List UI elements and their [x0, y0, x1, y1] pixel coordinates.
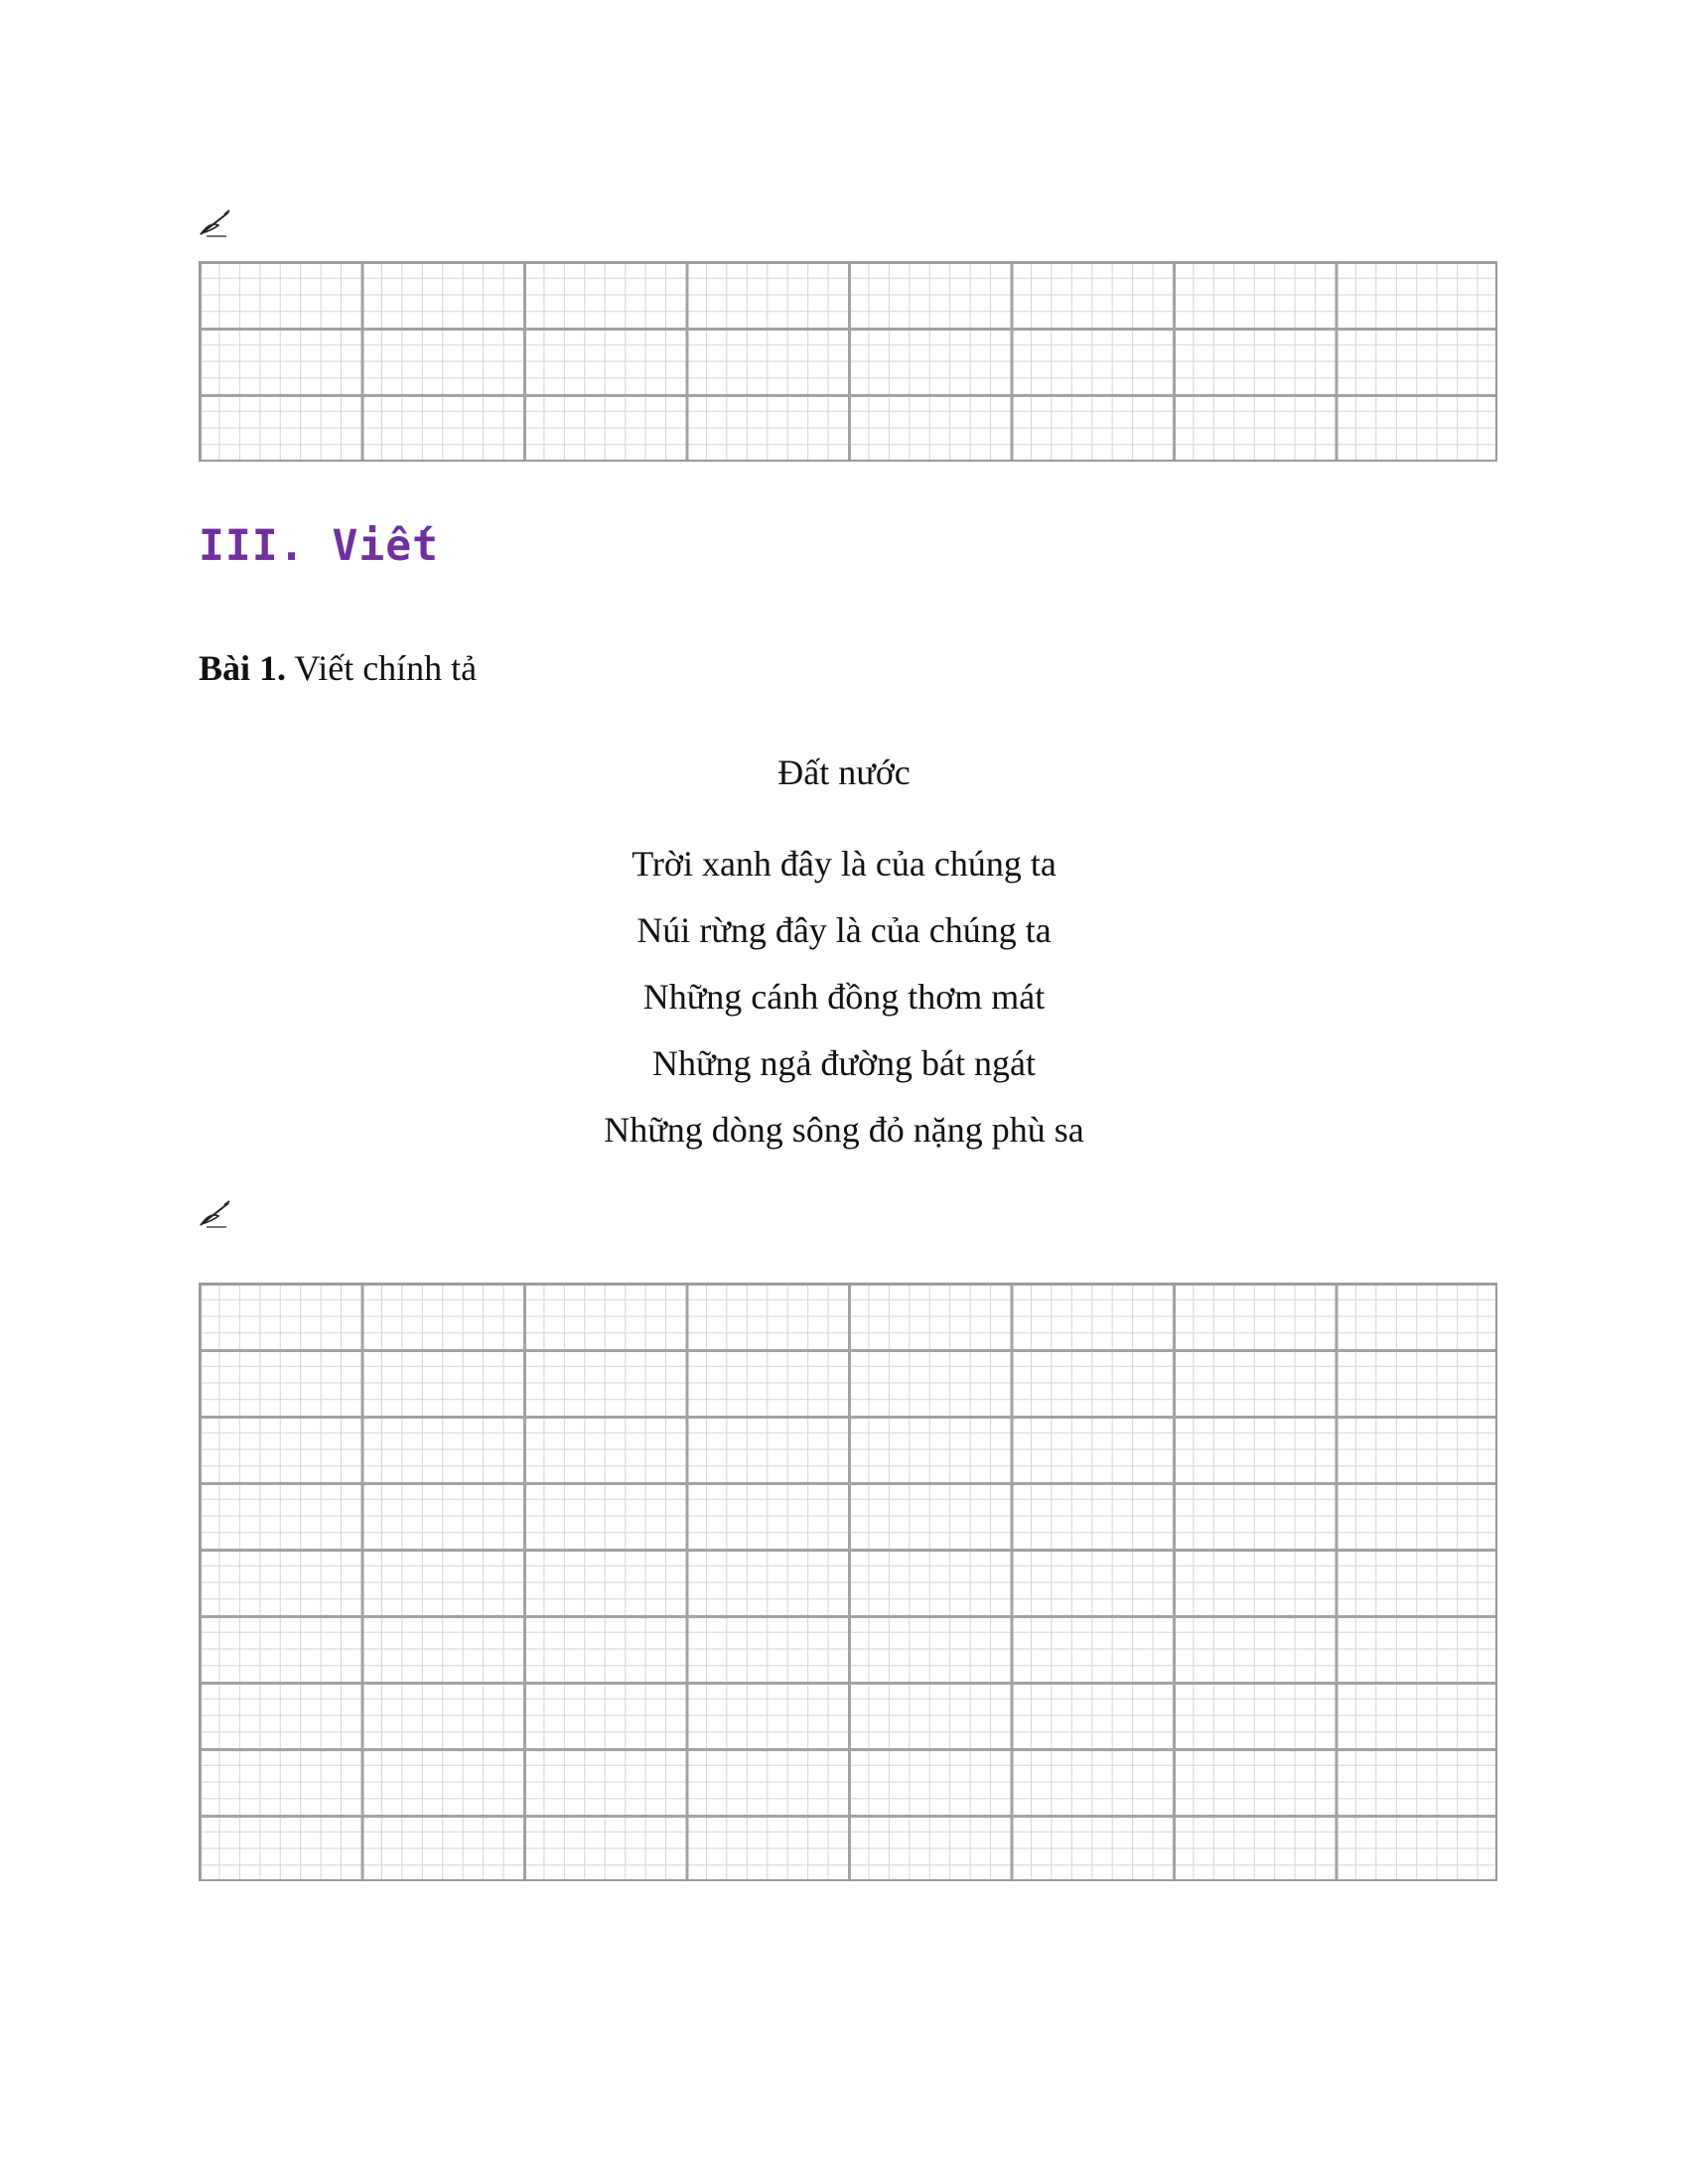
exercise-number: Bài 1.	[199, 648, 287, 688]
handwriting-grid-top[interactable]	[199, 261, 1497, 462]
exercise-instruction: Viết chính tả	[294, 648, 478, 688]
poem-line: Những cánh đồng thơm mát	[642, 977, 1046, 1017]
poem-line: Những ngả đường bát ngát	[652, 1043, 1036, 1083]
exercise-title	[199, 647, 477, 689]
section-heading: III. Viết	[199, 521, 439, 571]
writing-hand-icon	[199, 208, 232, 238]
poem-body	[0, 840, 1688, 1172]
poem-line: Núi rừng đây là của chúng ta	[636, 910, 1052, 950]
writing-hand-icon	[199, 1199, 232, 1229]
poem-line: Trời xanh đây là của chúng ta	[632, 844, 1056, 884]
handwriting-grid-bottom[interactable]	[199, 1283, 1497, 1881]
poem-line: Những dòng sông đỏ nặng phù sa	[604, 1110, 1084, 1150]
poem-title: Đất nước	[777, 752, 911, 792]
